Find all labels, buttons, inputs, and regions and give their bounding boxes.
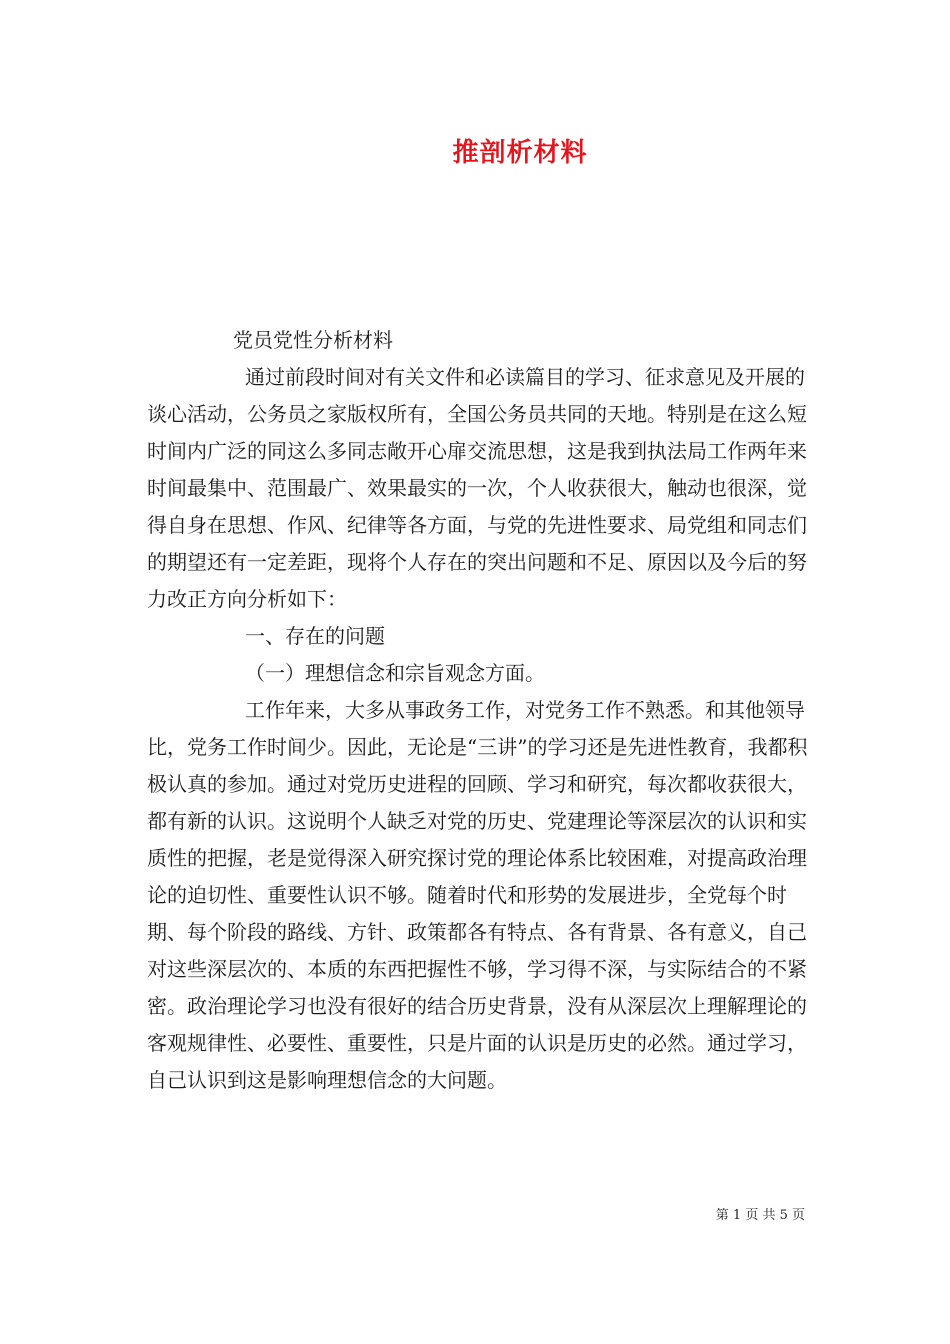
body-paragraph: 工作年来，大多从事政务工作，对党务工作不熟悉。和其他领导比，党务工作时间少。因此，无论是“三讲”的学习还是先进性教育，我都积极认真的参加。通过对党历史进程的回顾、学习和研究，每次都收获很大，都有新的认识。这说明个人缺乏对党的历史、党建理论等深层次的认识和实质性的把握，老是觉得深入研究探讨党的理论体系比较困难，对提高政治理论的迫切性、重要性认识不够。随着时代和形势的发展进步，全党每个时期、每个阶段的路线、方针、政策都各有特点、各有背景、各有意义，自己对这些深层次的、本质的东西把握性不够，学习得不深，与实际结合的不紧密。政治理论学习也没有很好的结合历史背景，没有从深层次上理解理论的客观规律性、必要性、重要性，只是片面的认识是历史的必然。通过学习，自己认识到这是影响理想信念的大问题。 <box>147 698 808 1092</box>
subsection-heading: （一）理想信念和宗旨观念方面。 <box>245 661 545 685</box>
document-subtitle: 党员党性分析材料 <box>233 328 393 352</box>
page-number: 第 1 页 共 5 页 <box>715 1208 805 1223</box>
document-title: 推剖析材料 <box>452 138 588 168</box>
section-heading: 一、存在的问题 <box>245 624 385 648</box>
document-body <box>147 322 812 1099</box>
intro-paragraph: 通过前段时间对有关文件和必读篇目的学习、征求意见及开展的谈心活动，公务员之家版权所有，全国公务员共同的天地。特别是在这么短时间内广泛的同这么多同志敞开心扉交流思想，这是我到执法局工作两年来时间最集中、范围最广、效果最实的一次，个人收获很大，触动也很深，觉得自身在思想、作风、纪律等各方面，与党的先进性要求、局党组和同志们的期望还有一定差距，现将个人存在的突出问题和不足、原因以及今后的努力改正方向分析如下： <box>147 365 807 611</box>
